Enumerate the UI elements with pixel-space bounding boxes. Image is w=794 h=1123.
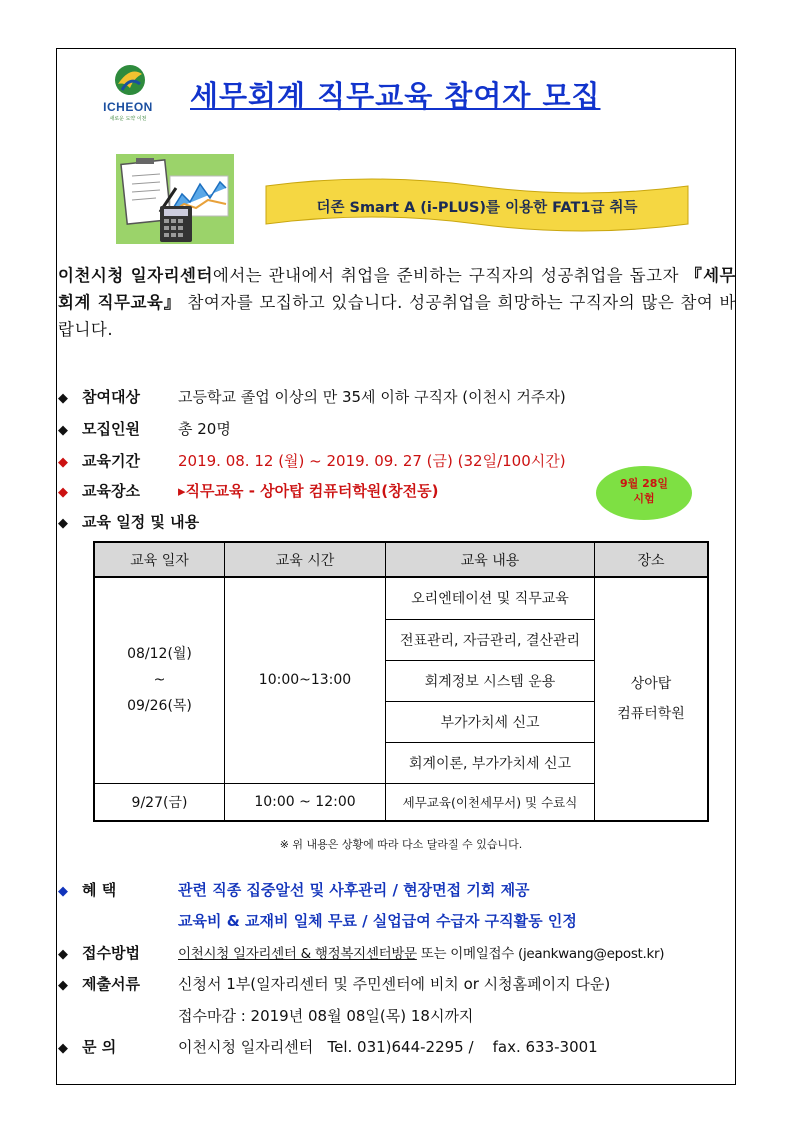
- benefits-label: 혜 택: [82, 881, 117, 899]
- time-cell: 10:00 ~ 12:00: [225, 783, 386, 821]
- apply-row: [58, 942, 665, 963]
- documents-label: 제출서류: [82, 975, 140, 993]
- exam-bubble-text: 시험: [633, 492, 655, 505]
- banner-text: 더존 Smart A (i-PLUS)를 이용한 FAT1급 취득: [316, 200, 638, 216]
- diamond-bullet-icon: ◆: [58, 455, 68, 470]
- count-value: 총 20명: [178, 420, 231, 438]
- place-value: ▸직무교육 - 상아탑 컴퓨터학원(창전동): [178, 482, 439, 500]
- contact-label: 문 의: [82, 1038, 117, 1056]
- exam-bubble-date: 9월 28일: [619, 477, 669, 490]
- diamond-bullet-icon: ◆: [58, 485, 68, 500]
- place-row: [58, 480, 439, 501]
- date-cell: 9/27(금): [94, 783, 225, 821]
- schedule-table: [93, 541, 709, 822]
- content-cell: 회계정보 시스템 운용: [386, 660, 595, 701]
- intro-program: 『세무회계 직무교육』: [58, 266, 736, 312]
- header-content: 교육 내용: [386, 542, 595, 577]
- clipboard-calculator-illustration: [116, 154, 234, 244]
- table-header-row: [94, 542, 708, 577]
- content-cell: 세무교육(이천세무서) 및 수료식: [386, 783, 595, 821]
- header-place: 장소: [595, 542, 709, 577]
- target-label: 참여대상: [82, 388, 140, 406]
- schedule-note: ※ 위 내용은 상황에 따라 다소 달라질 수 있습니다.: [279, 838, 523, 851]
- diamond-bullet-icon: ◆: [58, 1041, 68, 1056]
- content-cell: 전표관리, 자금관리, 결산관리: [386, 619, 595, 660]
- diamond-bullet-icon: ◆: [58, 884, 68, 899]
- content-cell: 오리엔테이션 및 직무교육: [386, 577, 595, 619]
- content-cell: 회계이론, 부가가치세 신고: [386, 742, 595, 783]
- benefits-line-1: 관련 직종 집중알선 및 사후관리 / 현장면접 기회 제공: [178, 881, 530, 899]
- diamond-bullet-icon: ◆: [58, 516, 68, 531]
- logo-tagline: 새로운 도약 이천: [109, 116, 147, 122]
- diamond-bullet-icon: ◆: [58, 391, 68, 406]
- deadline-value: 접수마감 : 2019년 08월 08일(목) 18시까지: [178, 1007, 474, 1025]
- target-row: [58, 386, 566, 407]
- place-cell: [595, 577, 709, 821]
- date-end: 09/26(목): [127, 698, 192, 715]
- contact-value: 이천시청 일자리센터 Tel. 031)644-2295 / fax. 633-3001: [178, 1038, 598, 1056]
- target-value: 고등학교 졸업 이상의 만 35세 이하 구직자 (이천시 거주자): [178, 388, 566, 406]
- documents-row: [58, 973, 611, 994]
- place-line-2: 컴퓨터학원: [617, 706, 685, 722]
- count-row: [58, 418, 231, 439]
- diamond-bullet-icon: ◆: [58, 423, 68, 438]
- contact-row: [58, 1036, 598, 1057]
- date-start: 08/12(월): [127, 646, 192, 663]
- period-row: [58, 450, 566, 471]
- schedule-heading: 교육 일정 및 내용: [82, 513, 200, 531]
- period-label: 교육기간: [82, 452, 140, 470]
- apply-value-rest: 또는 이메일접수 (jeankwang@epost.kr): [416, 946, 665, 962]
- time-cell: 10:00~13:00: [225, 577, 386, 783]
- date-range-cell: [94, 577, 225, 783]
- diamond-bullet-icon: ◆: [58, 978, 68, 993]
- table-row: [94, 577, 708, 619]
- place-label: 교육장소: [82, 482, 140, 500]
- header-date: 교육 일자: [94, 542, 225, 577]
- intro-text-2: 참여자를 모집하고 있습니다. 성공취업을 희망하는 구직자의 많은 참여 바랍니다.: [58, 293, 736, 339]
- place-line-1: 상아탑: [630, 676, 672, 692]
- date-tilde: ~: [153, 672, 166, 689]
- exam-bubble: [596, 466, 692, 520]
- benefits-row: [58, 879, 530, 900]
- header-time: 교육 시간: [225, 542, 386, 577]
- apply-label: 접수방법: [82, 944, 140, 962]
- apply-value-underlined: 이천시청 일자리센터 & 행정복지센터방문: [178, 946, 417, 962]
- intro-org: 이천시청 일자리센터: [58, 266, 213, 285]
- page-title: 세무회계 직무교육 참여자 모집: [190, 79, 601, 113]
- content-cell: 부가가치세 신고: [386, 701, 595, 742]
- documents-value: 신청서 1부(일자리센터 및 주민센터에 비치 or 시청홈페이지 다운): [178, 975, 611, 993]
- apply-value: [178, 942, 664, 962]
- diamond-bullet-icon: ◆: [58, 947, 68, 962]
- logo-name: ICHEON: [103, 100, 153, 114]
- benefits-line-2: 교육비 & 교재비 일체 무료 / 실업급여 수급자 구직활동 인정: [178, 912, 577, 930]
- period-value: 2019. 08. 12 (월) ~ 2019. 09. 27 (금) (32일/100시간): [178, 452, 566, 470]
- schedule-heading-row: [58, 511, 199, 532]
- count-label: 모집인원: [82, 420, 140, 438]
- intro-text-1: 에서는 관내에서 취업을 준비하는 구직자의 성공취업을 돕고자: [212, 266, 686, 285]
- intro-paragraph: [58, 262, 736, 343]
